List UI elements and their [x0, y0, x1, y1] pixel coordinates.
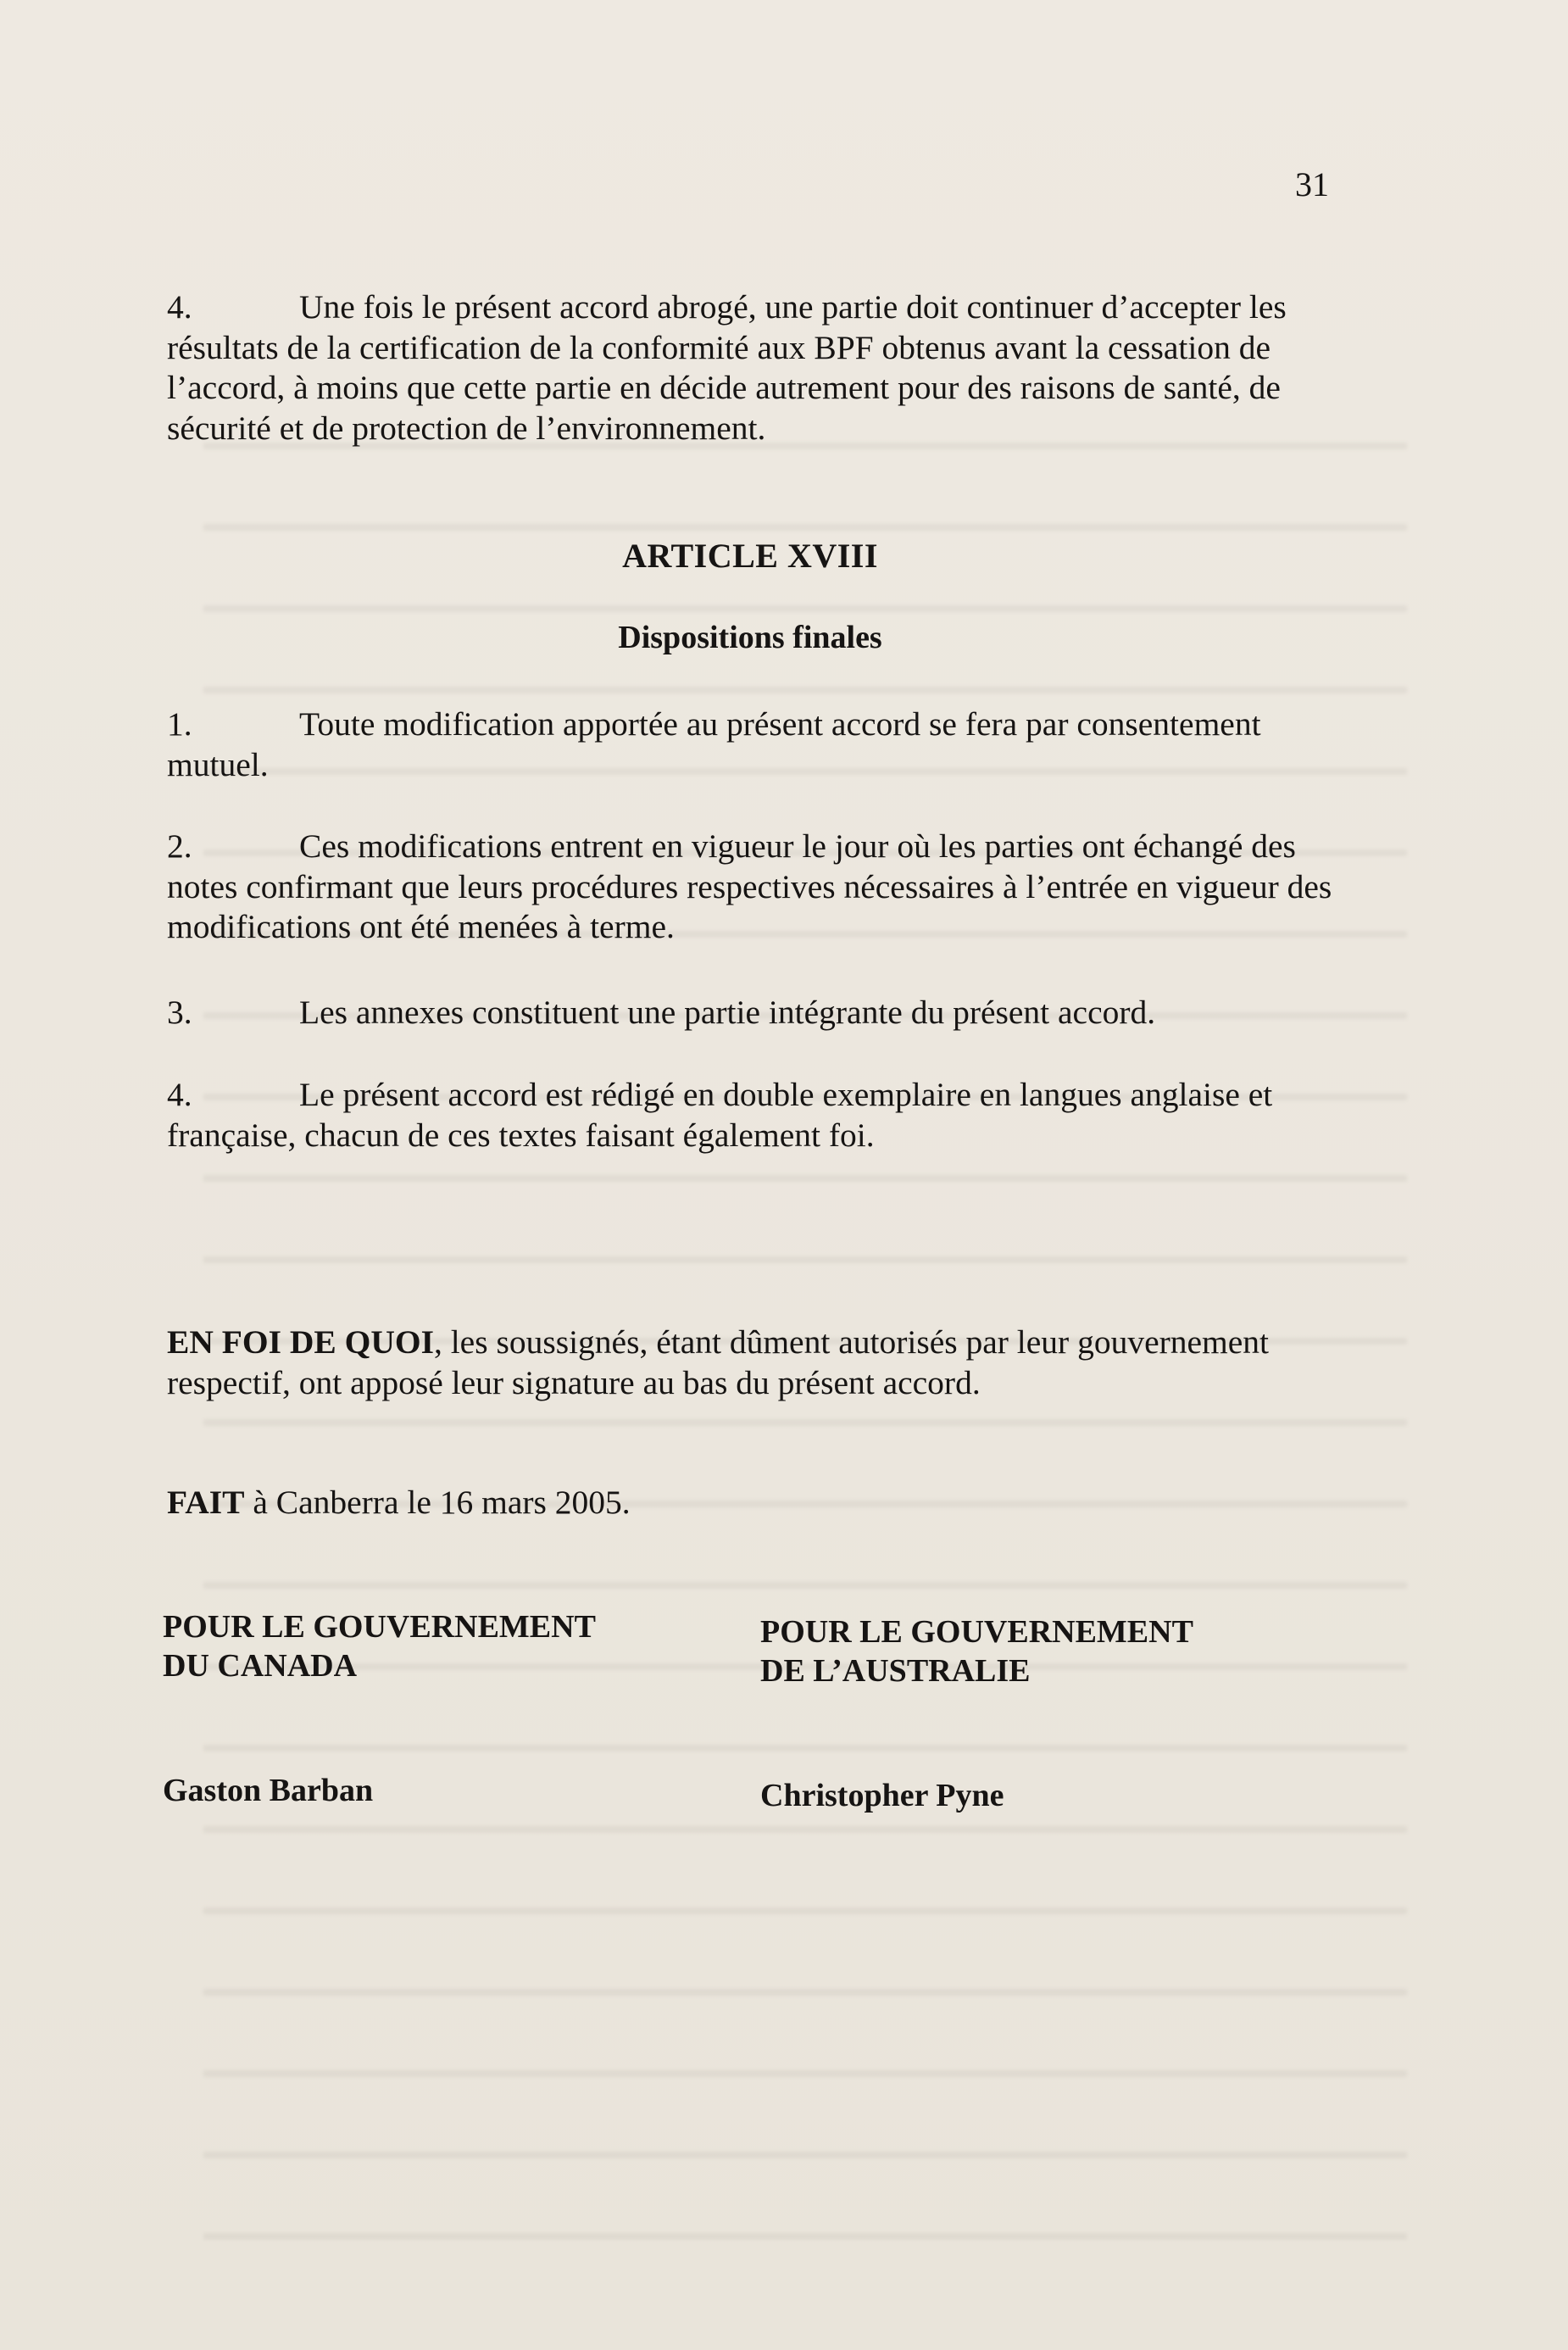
- paragraph-text: Toute modification apportée au présent accord se fera par consentement mutuel.: [167, 705, 1261, 783]
- witness-text: , les soussignés, étant dûment autorisés par leur gouvernement respectif, ont apposé leur signature au bas du présent accord.: [167, 1323, 1270, 1401]
- done-lead: FAIT: [167, 1484, 245, 1521]
- paragraph-3: [167, 993, 1337, 1033]
- paragraph-2: [167, 827, 1337, 948]
- done-text: à Canberra le 16 mars 2005.: [244, 1484, 631, 1521]
- signatory-line2: DU CANADA: [163, 1648, 358, 1684]
- article-title: ARTICLE XVIII: [622, 537, 878, 575]
- paragraph-text: Ces modifications entrent en vigueur le jour où les parties ont échangé des notes confirmant que leurs procédures respectives nécessaires à l’entrée en vigueur des modifications ont été menées à terme.: [167, 827, 1332, 945]
- paragraph-number: 4.: [167, 1076, 192, 1113]
- paragraph-4-termination: [167, 287, 1337, 448]
- paragraph-text: Une fois le présent accord abrogé, une partie doit continuer d’accepter les résultats de la certification de la conformité aux BPF obtenus avant la cessation de l’accord, à moins que cette partie en décide autrement pour des raisons de santé, de sécurité et de protection de l’environnement.: [167, 288, 1287, 447]
- done-at-clause: [167, 1483, 1337, 1523]
- witness-clause: [167, 1323, 1286, 1403]
- signatory-name-australia: Christopher Pyne: [760, 1778, 1004, 1813]
- paragraph-number: 4.: [167, 288, 192, 326]
- paragraph-text: Le présent accord est rédigé en double exemplaire en langues anglaise et française, chacun de ces textes faisant également foi.: [167, 1076, 1273, 1154]
- signatory-line1: POUR LE GOUVERNEMENT: [760, 1614, 1193, 1650]
- paragraph-number: 3.: [167, 994, 192, 1031]
- paragraph-number: 1.: [167, 705, 192, 743]
- signatory-name-canada: Gaston Barban: [163, 1773, 374, 1808]
- witness-lead: EN FOI DE QUOI: [167, 1323, 434, 1361]
- paragraph-text: Les annexes constituent une partie intégrante du présent accord.: [299, 994, 1156, 1031]
- signatory-block-canada: [163, 1607, 596, 1685]
- page-number: 31: [1295, 165, 1329, 203]
- section-title: Dispositions finales: [618, 620, 882, 655]
- paragraph-1: [167, 704, 1337, 785]
- paragraph-number: 2.: [167, 827, 192, 865]
- signatory-block-australia: [760, 1612, 1193, 1690]
- signatory-line2: DE L’AUSTRALIE: [760, 1653, 1031, 1689]
- signatory-line1: POUR LE GOUVERNEMENT: [163, 1609, 596, 1645]
- paragraph-4: [167, 1075, 1337, 1156]
